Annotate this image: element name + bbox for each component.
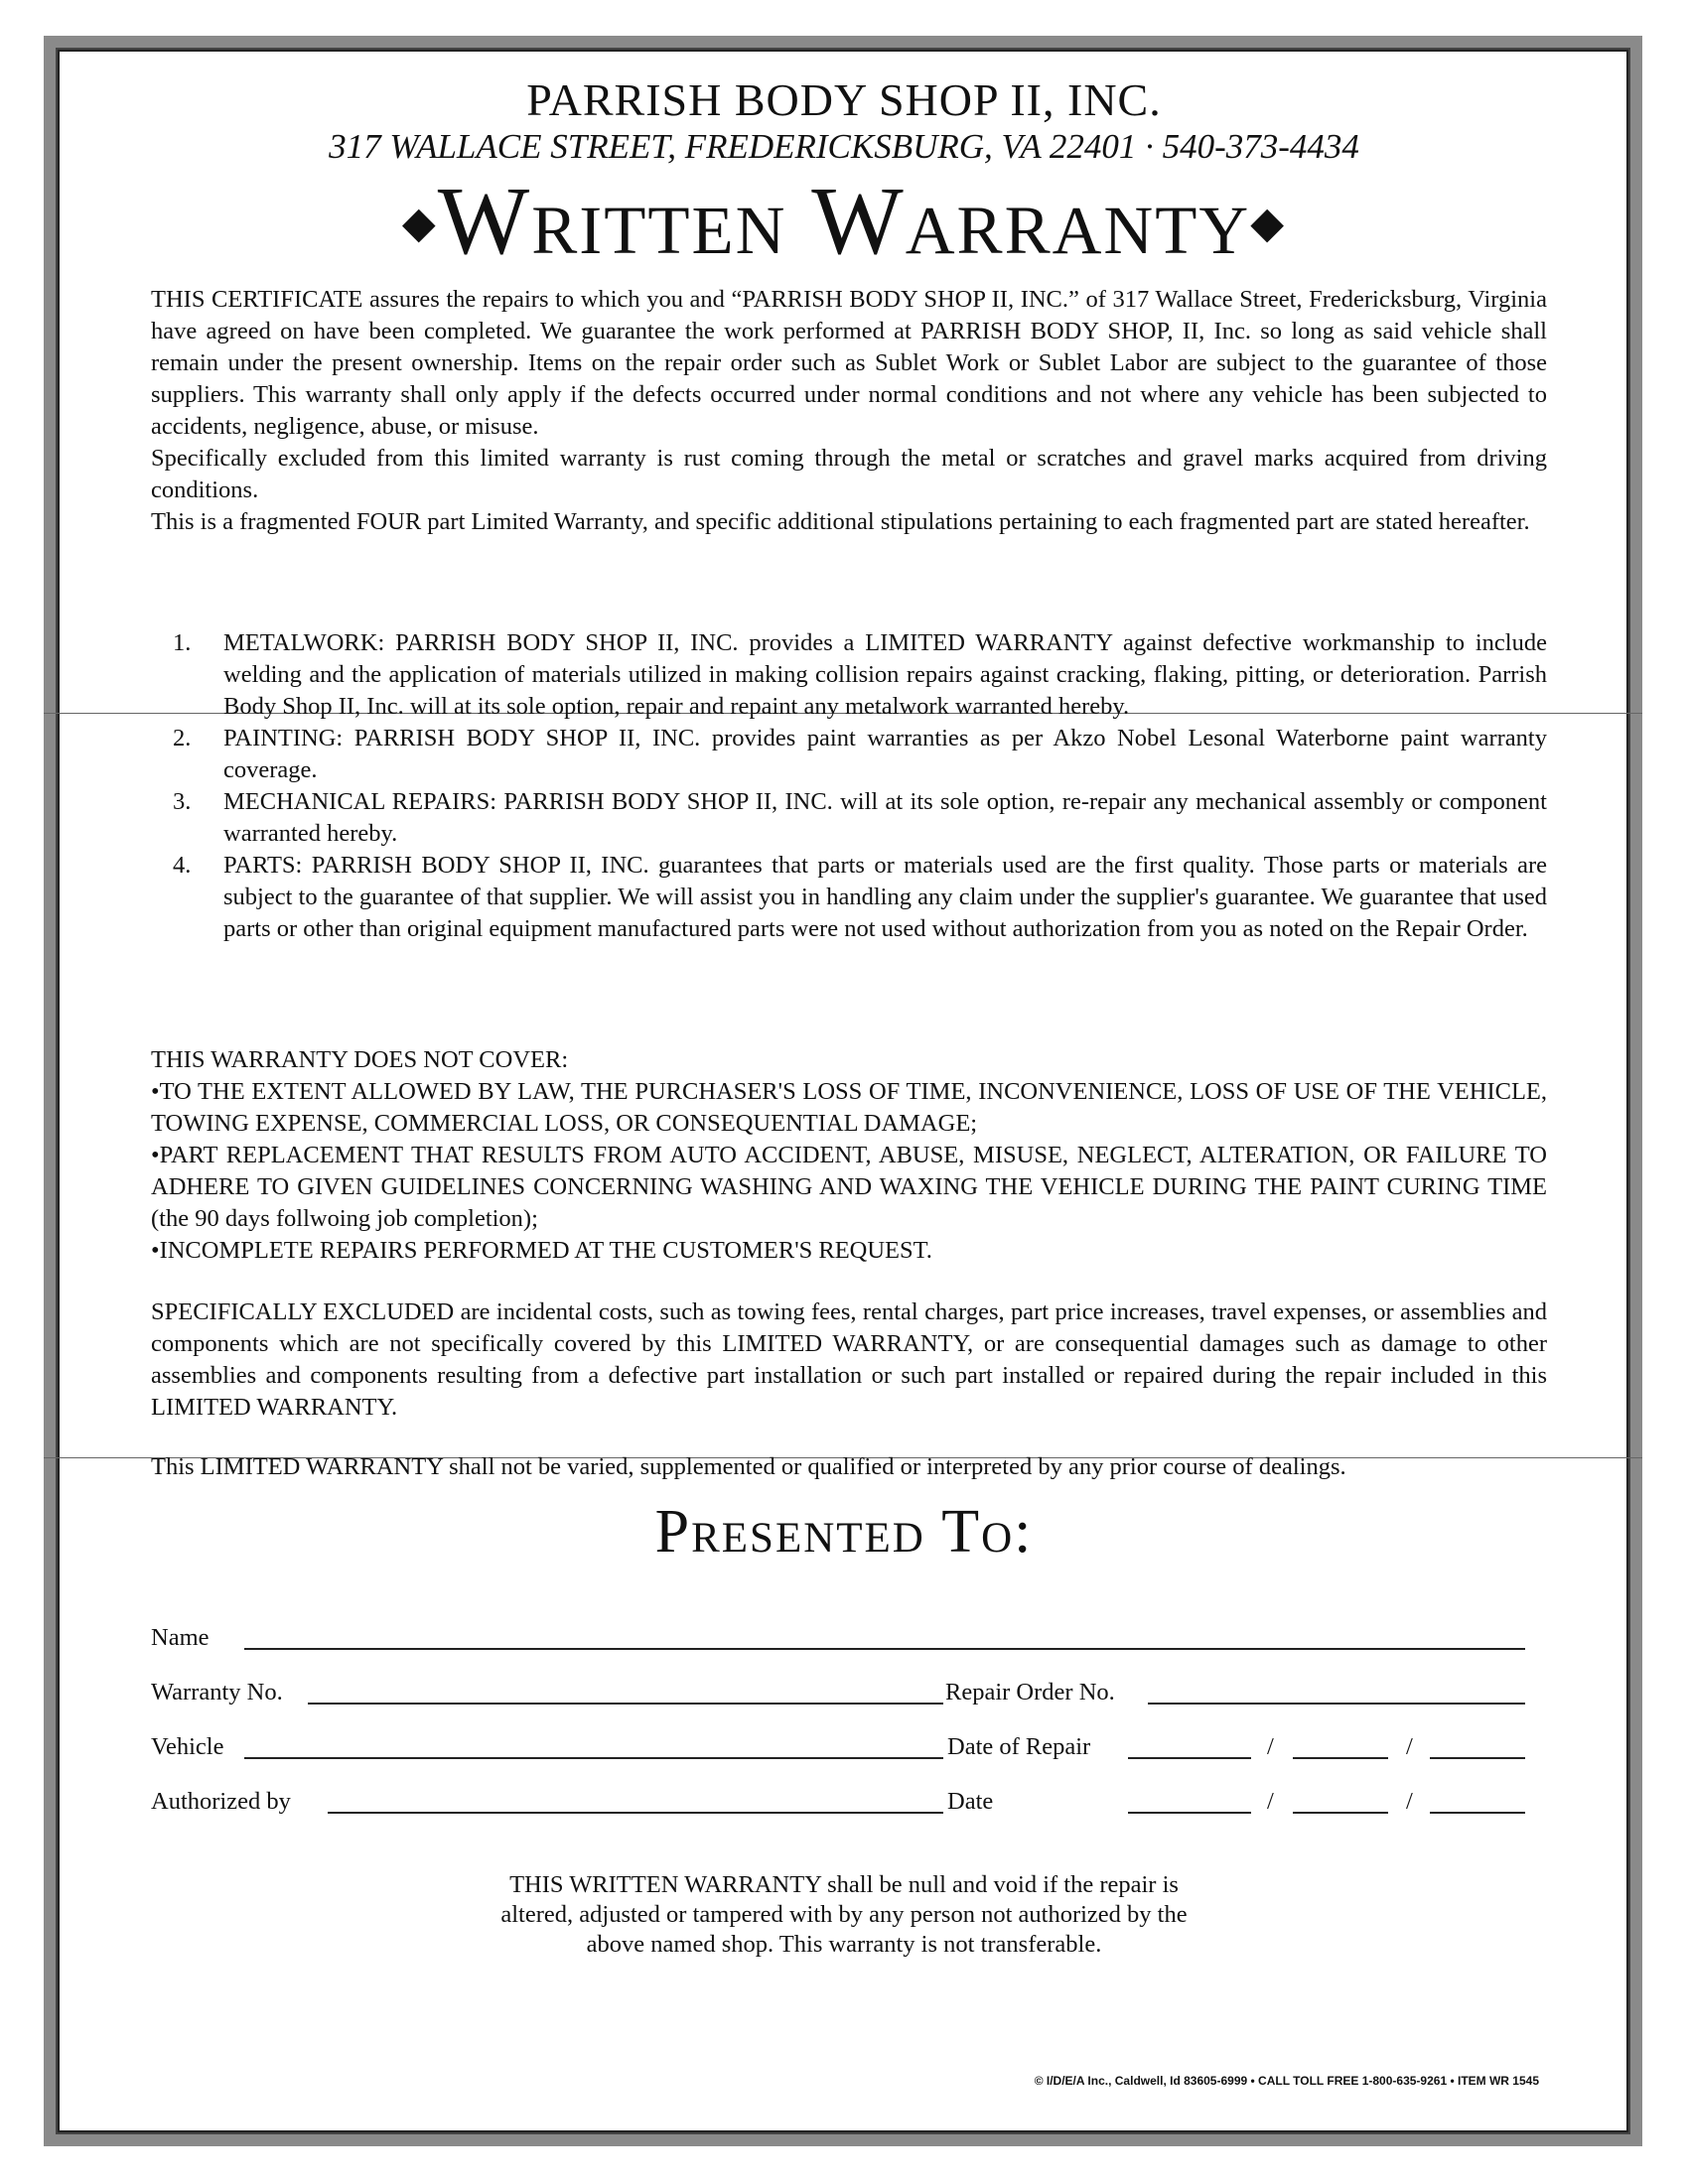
intro-section xyxy=(151,284,1547,538)
vehicle-label: Vehicle xyxy=(151,1733,224,1760)
rust-exclusion-paragraph: Specifically excluded from this limited warranty is rust coming through the metal or scratches and gravel marks acquired from driving conditions. xyxy=(151,445,1547,503)
date-separator: / xyxy=(1267,1788,1274,1815)
void-notice-line: THIS WRITTEN WARRANTY shall be null and void if the repair is xyxy=(509,1871,1179,1898)
repair-order-no-field[interactable] xyxy=(1148,1703,1525,1705)
item-number: 3. xyxy=(173,788,192,815)
not-covered-heading: THIS WARRANTY DOES NOT COVER: xyxy=(151,1046,569,1073)
name-field[interactable] xyxy=(244,1648,1525,1650)
list-item xyxy=(151,723,1547,786)
item-number: 2. xyxy=(173,725,192,751)
repair-order-no-label: Repair Order No. xyxy=(945,1679,1115,1706)
void-notice xyxy=(0,1870,1688,1960)
date-separator: / xyxy=(1406,1788,1413,1815)
item-text: MECHANICAL REPAIRS: PARRISH BODY SHOP II, INC. will at its sole option, re-repair any mechanical assembly or component warranted hereby. xyxy=(223,788,1547,847)
diamond-right-icon: ◆ xyxy=(1250,198,1287,247)
vehicle-field[interactable] xyxy=(244,1757,943,1759)
presented-to-heading: Presented To: xyxy=(654,1498,1034,1566)
warranty-no-label: Warranty No. xyxy=(151,1679,283,1706)
not-covered-section xyxy=(151,1044,1547,1267)
item-number: 4. xyxy=(173,852,192,879)
date-separator: / xyxy=(1406,1733,1413,1760)
date-of-repair-label: Date of Repair xyxy=(947,1733,1091,1760)
fragmented-paragraph: This is a fragmented FOUR part Limited Warranty, and specific additional stipulations pertaining to each fragmented part are stated hereafter. xyxy=(151,508,1530,535)
document-title xyxy=(0,168,1688,275)
not-covered-item: •TO THE EXTENT ALLOWED BY LAW, THE PURCHASER'S LOSS OF TIME, INCONVENIENCE, LOSS OF USE OF THE VEHICLE, TOWING EXPENSE, COMMERCIAL LOSS, OR CONSEQUENTIAL DAMAGE; xyxy=(151,1078,1547,1137)
repair-month-field[interactable] xyxy=(1128,1757,1251,1759)
date-separator: / xyxy=(1267,1733,1274,1760)
list-item xyxy=(151,850,1547,945)
repair-year-field[interactable] xyxy=(1430,1757,1525,1759)
warranty-parts-list xyxy=(151,627,1547,945)
item-text: METALWORK: PARRISH BODY SHOP II, INC. provides a LIMITED WARRANTY against defective workmanship to include welding and the application of materials utilized in making collision repairs against cracking, flaking, pitting, or deterioration. Parrish Body Shop II, Inc. will at its sole option, repair and repaint any metalwork warranted hereby. xyxy=(223,629,1547,720)
authorized-by-field[interactable] xyxy=(328,1812,943,1814)
intro-paragraph: THIS CERTIFICATE assures the repairs to which you and “PARRISH BODY SHOP II, INC.” of 317 Wallace Street, Fredericksburg, Virginia have agreed on have been completed. We guarantee the work performed at PARRISH BODY SHOP, II, Inc. so long as said vehicle shall remain under the present ownership. Items on the repair order such as Sublet Work or Sublet Labor are subject to the guarantee of those suppliers. This warranty shall only apply if the defects occurred under normal conditions and not where any vehicle has been subjected to accidents, negligence, abuse, or misuse. xyxy=(151,286,1547,440)
warranty-no-field[interactable] xyxy=(308,1703,943,1705)
specifically-excluded-paragraph: SPECIFICALLY EXCLUDED are incidental costs, such as towing fees, rental charges, part price increases, travel expenses, or assemblies and components which are not specifically covered by this LIMITED WARRANTY, or are consequential damages such as damage to other assemblies and components resulting from a defective part installation or such part installed or repaired during the repair included in this LIMITED WARRANTY. xyxy=(151,1298,1547,1421)
name-label: Name xyxy=(151,1624,210,1651)
authorized-by-label: Authorized by xyxy=(151,1788,291,1815)
company-address: 317 WALLACE STREET, FREDERICKSBURG, VA 22401 · 540-373-4434 xyxy=(329,127,1359,166)
repair-day-field[interactable] xyxy=(1293,1757,1388,1759)
void-notice-line: above named shop. This warranty is not transferable. xyxy=(586,1931,1102,1958)
item-number: 1. xyxy=(173,629,192,656)
diamond-left-icon: ◆ xyxy=(401,198,438,247)
variation-clause: This LIMITED WARRANTY shall not be varied, supplemented or qualified or interpreted by any prior course of dealings. xyxy=(151,1453,1346,1480)
not-covered-item: •PART REPLACEMENT THAT RESULTS FROM AUTO ACCIDENT, ABUSE, MISUSE, NEGLECT, ALTERATION, OR FAILURE TO ADHERE TO GIVEN GUIDELINES CONCERNING WASHING AND WAXING THE VEHICLE DURING THE PAINT CURING TIME (the 90 days follwoing job completion); xyxy=(151,1142,1547,1232)
date-label: Date xyxy=(947,1788,994,1815)
title-text: Written Warranty xyxy=(437,168,1251,275)
date-year-field[interactable] xyxy=(1430,1812,1525,1814)
item-text: PARTS: PARRISH BODY SHOP II, INC. guarantees that parts or materials used are the first quality. Those parts or materials are subject to the guarantee of that supplier. We will assist you in handling any claim under the supplier's guarantee. We guarantee that used parts or other than original equipment manufactured parts were not used without authorization from you as noted on the Repair Order. xyxy=(223,852,1547,942)
list-item xyxy=(151,627,1547,723)
publisher-footer: © I/D/E/A Inc., Caldwell, Id 83605-6999 • CALL TOLL FREE 1-800-635-9261 • ITEM WR 1545 xyxy=(1034,2074,1539,2088)
list-item xyxy=(151,786,1547,850)
date-day-field[interactable] xyxy=(1293,1812,1388,1814)
date-month-field[interactable] xyxy=(1128,1812,1251,1814)
item-text: PAINTING: PARRISH BODY SHOP II, INC. provides paint warranties as per Akzo Nobel Lesonal Waterborne paint warranty coverage. xyxy=(223,725,1547,783)
void-notice-line: altered, adjusted or tampered with by any person not authorized by the xyxy=(500,1901,1188,1928)
not-covered-item: •INCOMPLETE REPAIRS PERFORMED AT THE CUSTOMER'S REQUEST. xyxy=(151,1237,932,1264)
company-name: PARRISH BODY SHOP II, INC. xyxy=(526,74,1162,125)
